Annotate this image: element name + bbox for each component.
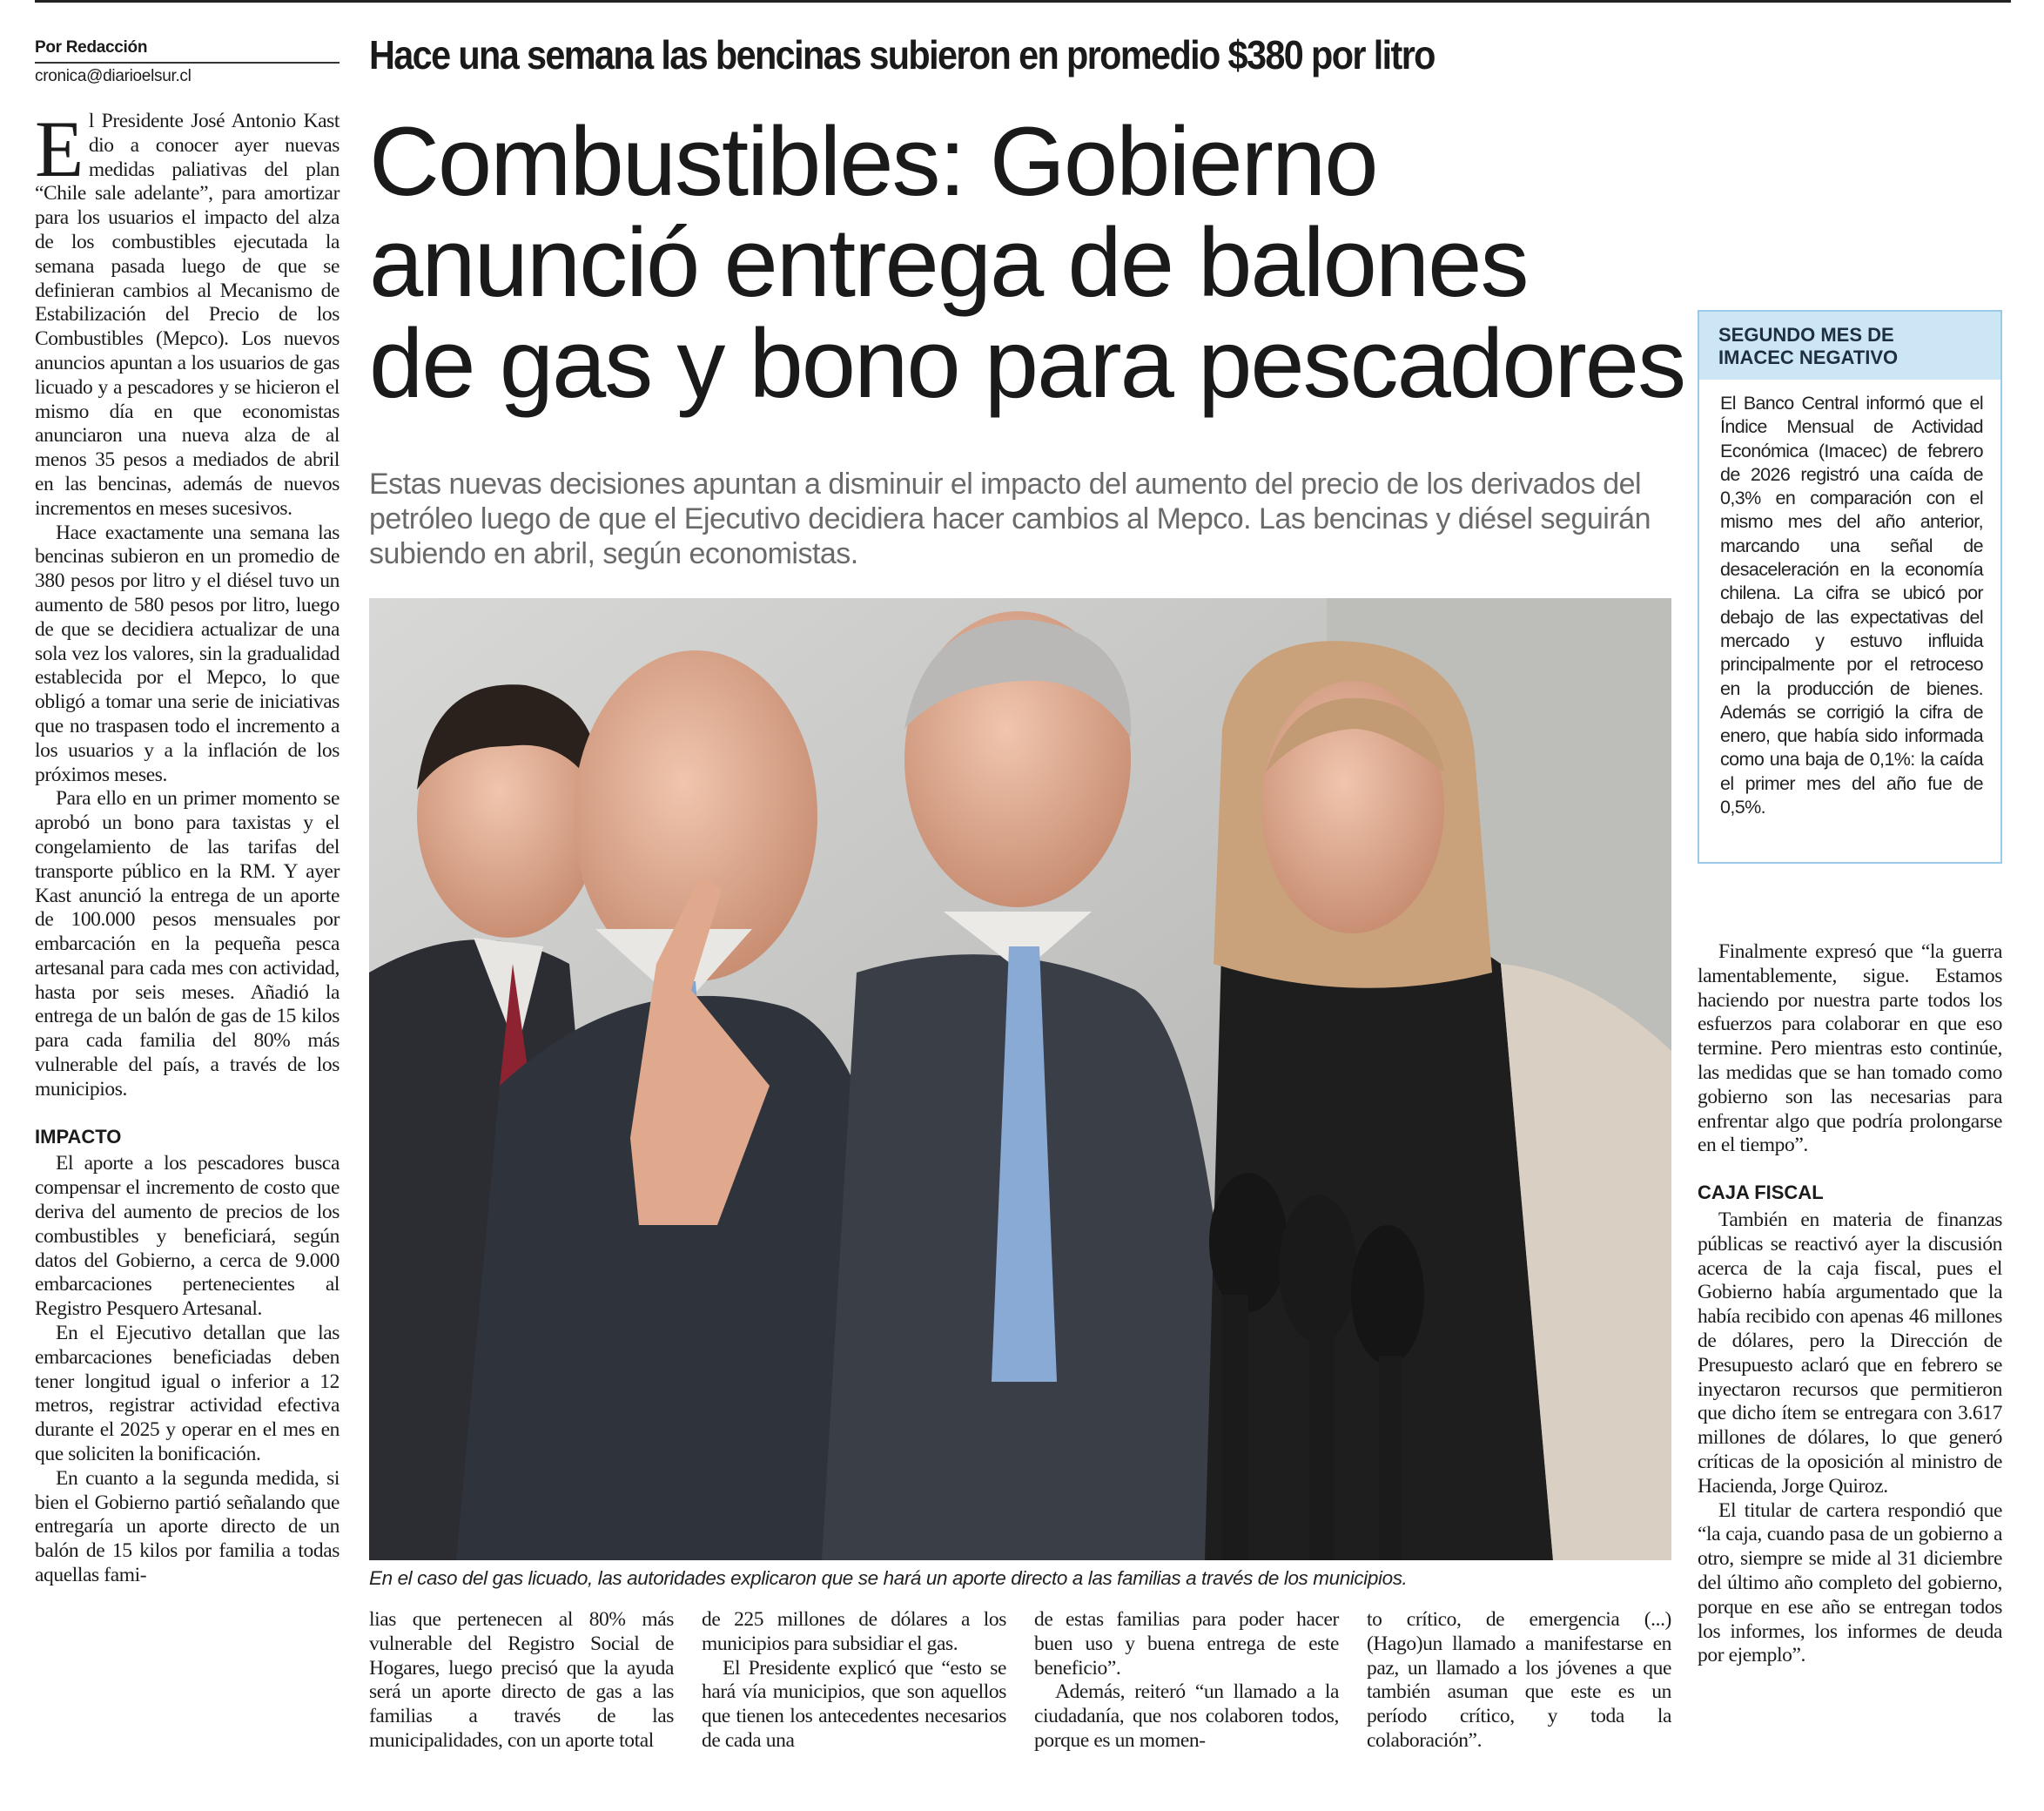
sidebar-box [1698,310,2002,864]
sidebar-box-body: El Banco Central informó que el Índice Mensual de Actividad Económica (Imacec) de febrero de 2026 registró una caída de 0,3% en comparación con el mismo mes del año anterior, marcando una señal de desaceleración en la economía chilena. La cifra se ubicó por debajo de las expectativas del mercado y estuvo influida principalmente por el retroceso en la producción de bienes. Además se corrigió la cifra de enero, que había sido informada como una baja de 0,1%: la caída el primer mes del año fue de 0,5%. [1720,393,1983,818]
paragraph: En cuanto a la segunda medida, si bien el Gobierno partió señalando que entregaría un aporte directo de un balón de 15 kilos por familia a todas aquellas fami- [35,1466,340,1587]
byline-email: cronica@diarioelsur.cl [35,66,192,85]
paragraph: En el Ejecutivo detallan que las embarcaciones beneficiadas deben tener longitud igual o inferior a 12 metros, registrar actividad efectiva durante el 2025 y operar en el mes en que soliciten la bonificación. [35,1322,340,1466]
paragraph: El titular de cartera respondió que “la caja, cuando pasa de un gobierno a otro, siempre se mide al 31 diciembre del último año completo del gobierno, porque en ese año se entregan todos los informes, los informes de deuda por ejemplo”. [1698,1498,2002,1667]
paragraph: El aporte a los pescadores busca compensar el incremento de costo que deriva del aumento de precios de los combustibles y beneficiará, según datos del Gobierno, a cerca de 9.000 embarcaciones pertenecientes al Registro Pesquero Artesanal. [35,1152,340,1321]
kicker: Hace una semana las bencinas subieron en promedio $380 por litro [369,32,1435,77]
subhead-impacto: IMPACTO [35,1125,122,1148]
paragraph: de 225 millones de dólares a los municipios para subsidiar el gas. [702,1608,1006,1655]
paragraph: Hace exactamente una semana las bencinas subieron en un promedio de 380 pesos por litro y el diésel tuvo un aumento de 580 pesos por litro, luego de que se decidiera actualizar de una sola vez los valores, sin la gradualidad establecida por el Mepco, lo que obligó a tomar una serie de iniciativas que no traspasen todo el incremento a los usuarios y a la inflación de los próximos meses. [35,521,340,786]
paragraph: lias que pertenecen al 80% más vulnerable del Registro Social de Hogares, luego precisó que la ayuda será un aporte directo de gas a las familias a través de las municipalidades, con un aporte total [369,1608,674,1752]
press-conference-image [369,598,1671,1560]
sidebar-box-title [1699,312,2000,380]
news-photo [369,598,1671,1560]
column-2 [369,1608,674,1754]
lead-paragraph [35,104,340,522]
headline-line-2: anunció entrega de balones [369,208,1528,317]
lead-text: l Presidente José Antonio Kast dio a conocer ayer nuevas medidas paliativas del plan “Chile sale adelante”, para amortizar para los usuarios el impacto del alza de los combustibles ejecutada la semana pasada luego de que se definieran cambios al Mecanismo de Estabilización del Precio de los Combustibles (Mepco). Los nuevos anuncios apuntan a los usuarios de gas licuado y a pescadores y se hicieron el mismo día en que economistas anunciaron una nueva alza de al menos 35 pesos a mediados de abril en las bencinas, además de nuevos incrementos en meses sucesivos. [35,110,340,520]
byline-author: Por Redacción [35,38,148,57]
column-1 [35,104,340,1588]
sidebar-box-title-line-2: IMACEC NEGATIVO [1718,347,1899,368]
headline [369,107,1692,418]
paragraph: de estas familias para poder hacer buen uso y buena entrega de este beneficio”. [1034,1608,1339,1680]
column-5 [1367,1608,1671,1754]
sidebar-box-title-line-1: SEGUNDO MES DE [1718,324,1894,346]
paragraph: También en materia de finanzas públicas se reactivó ayer la discusión acerca de la caja fiscal, pues el Gobierno había argumentado que la había recibido con apenas 46 millones de dólares, pero la Dirección de Presupuesto aclaró que en febrero se inyectaron recursos que permitieron que dicho ítem se entregara con 3.617 millones de dólares, lo que generó críticas de la oposición al ministro de Hacienda, Jorge Quiroz. [1698,1208,2002,1498]
column-6 [1698,940,2002,1668]
paragraph: Para ello en un primer momento se aprobó un bono para taxistas y el congelamiento de las tarifas del transporte público en la RM. Y ayer Kast anunció la entrega de un aporte de 100.000 pesos mensuales por embarcación en la pequeña pesca artesanal para cada mes con actividad, hasta por seis meses. Añadió la entrega de un balón de gas de 15 kilos para cada familia del 80% más vulnerable del país, a través de los municipios. [35,787,340,1101]
column-3 [702,1608,1006,1754]
deck: Estas nuevas decisiones apuntan a disminuir el impacto del aumento del precio de los derivados del petróleo luego de que el Ejecutivo decidiera hacer cambios al Mepco. Las bencinas y diésel seguirán subiendo en abril, según economistas. [369,468,1651,570]
paragraph: El Presidente explicó que “esto se hará vía municipios, que son aquellos que tienen los antecedentes necesarios de cada una [702,1656,1006,1752]
subhead-caja-fiscal: CAJA FISCAL [1698,1182,1824,1204]
paragraph: Finalmente expresó que “la guerra lamentablemente, sigue. Estamos haciendo por nuestra parte todos los esfuerzos para colaborar en que eso termine. Pero mientras esto continúe, las medidas que se han tomado como gobierno son las necesarias para enfrentar algo que podría prolongarse en el tiempo”. [1698,940,2002,1157]
headline-line-1: Combustibles: Gobierno [369,107,1377,216]
paragraph: Además, reiteró “un llamado a la ciudadanía, que nos colaboren todos, porque es un momen- [1034,1680,1339,1752]
column-4 [1034,1608,1339,1754]
dropcap: E [35,104,84,193]
photo-caption: En el caso del gas licuado, las autoridades explicaron que se hará un aporte directo a las familias a través de los municipios. [369,1567,1408,1589]
byline-divider [35,62,340,64]
top-rule [35,0,2011,3]
paragraph: to crítico, de emergencia (...) (Hago)un llamado a manifestarse en paz, un llamado a los jóvenes a que también asuman que este es un período crítico, y toda la colaboración”. [1367,1608,1671,1752]
headline-line-3: de gas y bono para pescadores [369,309,1685,418]
byline [35,38,340,86]
